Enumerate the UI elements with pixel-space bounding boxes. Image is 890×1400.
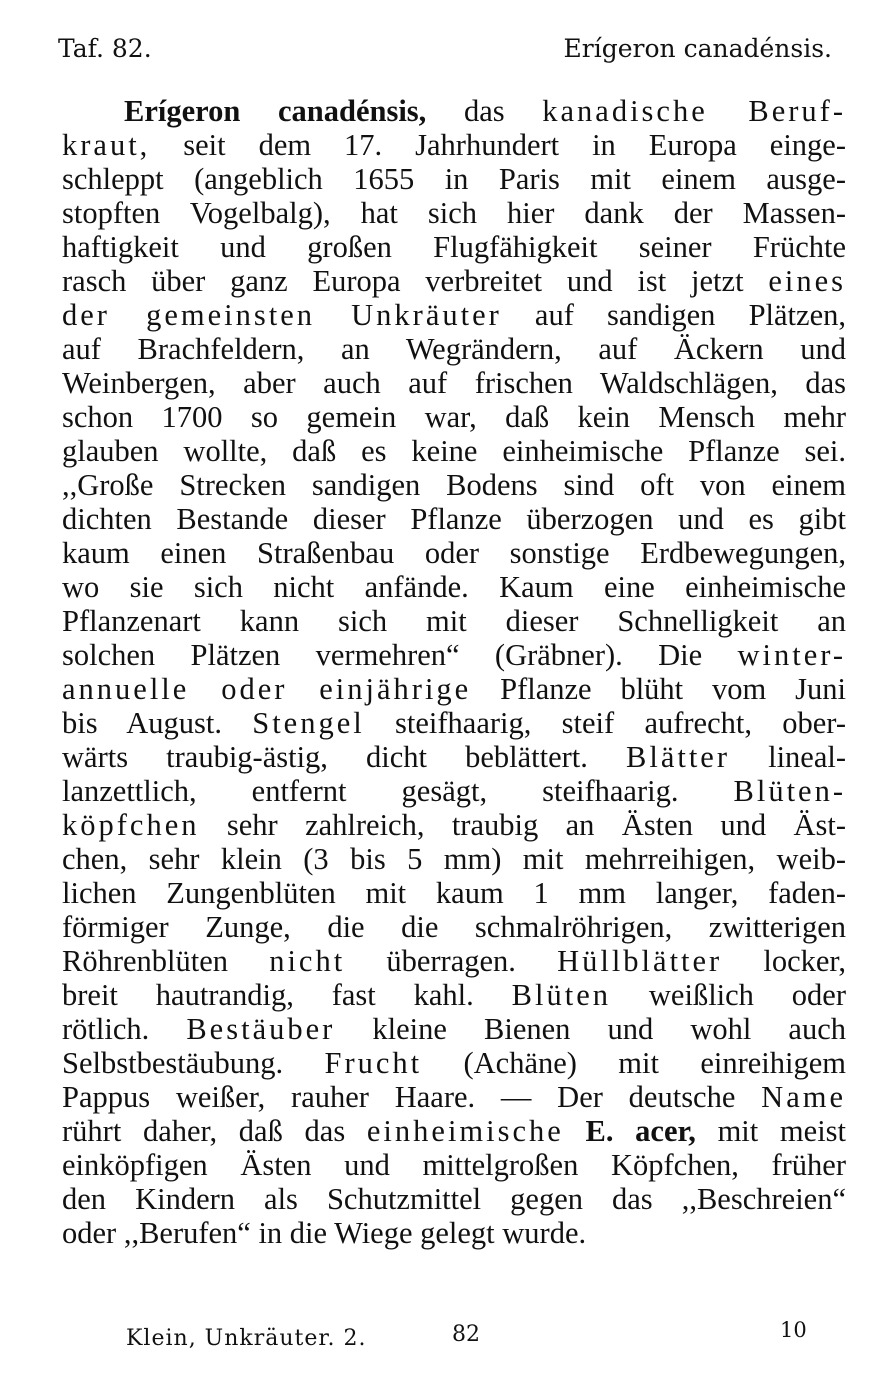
text-run: Pflanze blüht vom Juni (471, 672, 846, 706)
text-line (62, 570, 846, 604)
text-line (62, 434, 846, 468)
text-line (62, 366, 846, 400)
text-run: schon 1700 so gemein war, daß kein Mensch mehr (62, 400, 846, 434)
text-run: rötlich. (62, 1012, 187, 1046)
text-line (62, 1182, 846, 1216)
spaced-term: Blätter (626, 740, 730, 774)
spaced-term: einheimische (366, 1114, 564, 1148)
text-line (62, 196, 846, 230)
text-run: steifhaarig, steif aufrecht, ober- (364, 706, 846, 740)
spaced-term: köpfchen (62, 808, 200, 842)
text-run: oder ,,Berufen“ in die Wiege gelegt wurde. (62, 1216, 587, 1250)
text-line (62, 1216, 846, 1250)
text-run: auf Brachfeldern, an Wegrändern, auf Äckern und (62, 332, 846, 366)
text-line (62, 1148, 846, 1182)
footer-sheet-number: 10 (780, 1318, 807, 1342)
text-run: haftigkeit und großen Flugfähigkeit seiner Früchte (62, 230, 846, 264)
text-run: kleine Bienen und wohl auch (335, 1012, 846, 1046)
spaced-term: Blüten (511, 978, 612, 1012)
text-run: auf sandigen Plätzen, (501, 298, 846, 332)
text-run: rasch über ganz Europa verbreitet und ist jetzt (62, 264, 769, 298)
running-header-plate: Taf. 82. (58, 34, 152, 63)
text-run: (Achäne) mit einreihigem (422, 1046, 846, 1080)
text-line (62, 978, 846, 1012)
text-line (62, 536, 846, 570)
running-header-title: Erígeron canadénsis. (563, 34, 832, 63)
text-line (62, 876, 846, 910)
text-run: lineal- (730, 740, 846, 774)
text-run: bis August. (62, 706, 253, 740)
text-run: Pflanzenart kann sich mit dieser Schnelligkeit an (62, 604, 846, 638)
text-line (62, 1012, 846, 1046)
text-run: seit dem 17. Jahrhundert in Europa einge- (150, 128, 846, 162)
text-line (62, 162, 846, 196)
text-line (62, 910, 846, 944)
bold-term: E. acer, (585, 1114, 696, 1148)
text-run: glauben wollte, daß es keine einheimische Pflanze sei. (62, 434, 846, 468)
text-line (62, 672, 846, 706)
text-run: Selbstbestäubung. (62, 1046, 325, 1080)
text-line (62, 230, 846, 264)
text-run: chen, sehr klein (3 bis 5 mm) mit mehrreihigen, weib- (62, 842, 846, 876)
text-line (62, 264, 846, 298)
text-line (62, 1080, 846, 1114)
text-run: überragen. (345, 944, 558, 978)
text-run: locker, (722, 944, 846, 978)
spaced-term: kraut, (62, 128, 151, 162)
text-line (62, 332, 846, 366)
bold-term: Erígeron canadénsis, (124, 94, 427, 128)
text-run: wärts traubig-ästig, dicht beblättert. (62, 740, 626, 774)
text-line (62, 944, 846, 978)
text-line (62, 128, 846, 162)
text-line (62, 1114, 846, 1148)
spaced-term: Blüten- (733, 774, 846, 808)
text-run: lichen Zungenblüten mit kaum 1 mm langer, faden- (62, 876, 846, 910)
text-run: solchen Plätzen vermehren“ (Gräbner). Die (62, 638, 738, 672)
text-line (62, 1046, 846, 1080)
text-line (62, 774, 846, 808)
text-run: sehr zahlreich, traubig an Ästen und Äst- (199, 808, 846, 842)
text-line (62, 400, 846, 434)
text-line (62, 638, 846, 672)
text-run: lanzettlich, entfernt gesägt, steifhaarig. (62, 774, 734, 808)
spaced-term: Name (761, 1080, 846, 1114)
spaced-term: Stengel (252, 706, 365, 740)
text-run: weißlich oder (611, 978, 847, 1012)
spaced-term: eines (768, 264, 846, 298)
text-run: mit meist (695, 1114, 847, 1148)
spaced-term: Hüllblätter (557, 944, 723, 978)
text-line (62, 468, 846, 502)
text-run: dichten Bestande dieser Pflanze überzogen und es gibt (62, 502, 846, 536)
text-run: einköpfigen Ästen und mittelgroßen Köpfchen, früher (62, 1148, 846, 1182)
spaced-term: annuelle oder einjährige (62, 672, 472, 706)
text-line (62, 94, 846, 128)
text-line (62, 706, 846, 740)
text-run: förmiger Zunge, die die schmalröhrigen, zwitterigen (62, 910, 846, 944)
spaced-term: winter- (737, 638, 846, 672)
text-run: das (426, 94, 543, 128)
text-run: stopften Vogelbalg), hat sich hier dank der Massen- (62, 196, 846, 230)
footer-page-number: 82 (452, 1322, 480, 1347)
text-run: Weinbergen, aber auch auf frischen Waldschlägen, das (62, 366, 846, 400)
text-run: kaum einen Straßenbau oder sonstige Erdbewegungen, (62, 536, 846, 570)
text-run (564, 1114, 586, 1148)
text-run: Pappus weißer, rauher Haare. — Der deutsche (62, 1080, 762, 1114)
text-run: wo sie sich nicht anfände. Kaum eine einheimische (62, 570, 846, 604)
species-description (62, 94, 846, 1250)
text-line (62, 842, 846, 876)
spaced-term: kanadische Beruf- (542, 94, 846, 128)
text-line (62, 808, 846, 842)
text-run: ,,Große Strecken sandigen Bodens sind oft von einem (62, 468, 846, 502)
text-line (62, 740, 846, 774)
text-run: rührt daher, daß das (62, 1114, 367, 1148)
text-run: Röhrenblüten (62, 944, 270, 978)
text-line (62, 298, 846, 332)
footer-book-title: Klein, Unkräuter. 2. (126, 1326, 367, 1351)
spaced-term: der gemeinsten Unkräuter (62, 298, 502, 332)
text-line (62, 502, 846, 536)
text-run: schleppt (angeblich 1655 in Paris mit einem ausge- (62, 162, 846, 196)
text-line (62, 604, 846, 638)
text-run: den Kindern als Schutzmittel gegen das ,,Beschreien“ (62, 1182, 846, 1216)
spaced-term: Frucht (324, 1046, 423, 1080)
spaced-term: Bestäuber (186, 1012, 336, 1046)
text-run: breit hautrandig, fast kahl. (62, 978, 512, 1012)
spaced-term: nicht (269, 944, 346, 978)
